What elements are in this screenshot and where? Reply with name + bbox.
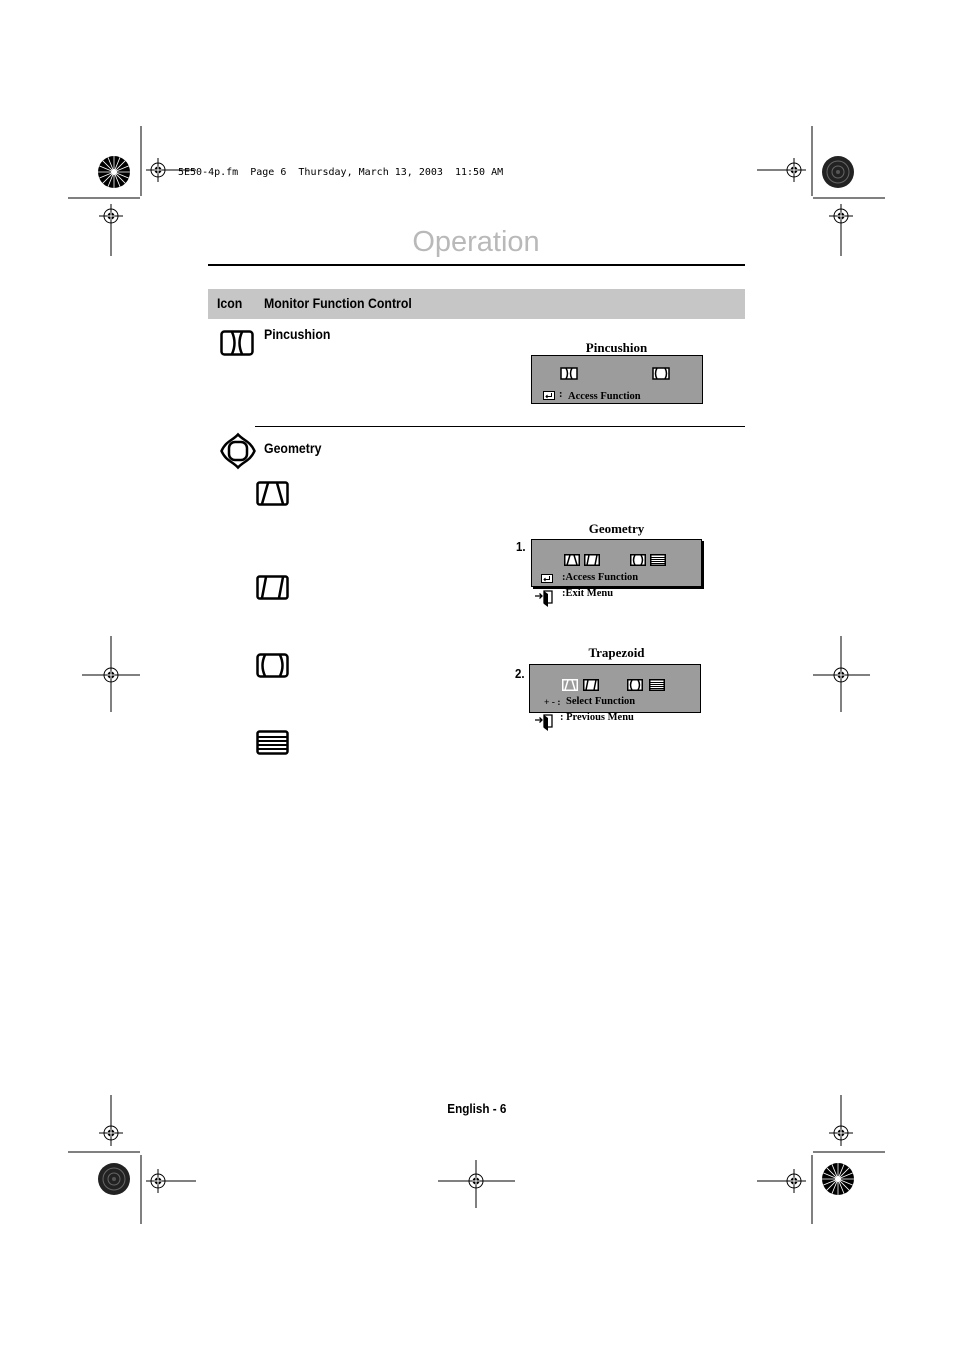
osd-plus-minus: + - : [544, 698, 561, 708]
osd-side-pincushion-icon [630, 554, 646, 566]
trapezoid-osd-previous: : Previous Menu [560, 712, 634, 723]
page-title: Operation [412, 226, 540, 258]
moire-icon [256, 730, 289, 755]
row-separator [255, 426, 745, 427]
pincushion-osd-access: Access Function [568, 391, 641, 402]
pincushion-osd-panel [531, 355, 703, 404]
osd-parallelogram-icon [584, 554, 600, 566]
trapezoid-osd-select: Select Function [566, 696, 636, 707]
step-2-number: 2. [515, 666, 525, 681]
parallelogram-icon [256, 575, 289, 600]
trapezoid-osd-caption: Trapezoid [588, 645, 645, 660]
trapezoid-icon [256, 481, 289, 506]
osd-trapezoid-icon [564, 554, 580, 566]
step-1-number: 1. [516, 539, 526, 554]
column-header-icon: Icon [217, 295, 243, 311]
osd-parallelogram-icon [583, 679, 599, 691]
pincushion-osd-sep: : [559, 389, 563, 400]
geometry-osd-access: :Access Function [562, 572, 639, 583]
footer-text: English - 6 [447, 1101, 507, 1116]
exit-icon [534, 588, 554, 608]
pincushion-wide-icon [652, 367, 670, 380]
trapezoid-osd-panel [529, 664, 701, 713]
title-rule [208, 264, 745, 266]
osd-moire-icon [649, 679, 665, 691]
geometry-title: Geometry [264, 440, 322, 456]
geometry-osd-caption: Geometry [588, 521, 645, 536]
geometry-osd-panel [531, 539, 702, 587]
table-header [208, 289, 745, 319]
column-header-function: Monitor Function Control [264, 295, 412, 311]
osd-side-pincushion-icon [627, 679, 643, 691]
geometry-icon [220, 433, 256, 469]
exit-icon [534, 712, 554, 732]
osd-moire-icon [650, 554, 666, 566]
enter-icon [543, 391, 555, 400]
print-header: 5E50-4p.fm Page 6 Thursday, March 13, 2003 11:50 AM [178, 167, 504, 178]
page-footer [0, 1101, 954, 1116]
pincushion-icon [220, 330, 254, 356]
pincushion-osd-caption: Pincushion [585, 340, 648, 355]
osd-trapezoid-selected-icon [562, 679, 578, 691]
geometry-osd-exit: :Exit Menu [562, 588, 614, 599]
enter-icon [541, 574, 553, 583]
pincushion-title: Pincushion [264, 326, 331, 342]
pincushion-narrow-icon [560, 367, 578, 380]
side-pincushion-icon [256, 653, 289, 678]
